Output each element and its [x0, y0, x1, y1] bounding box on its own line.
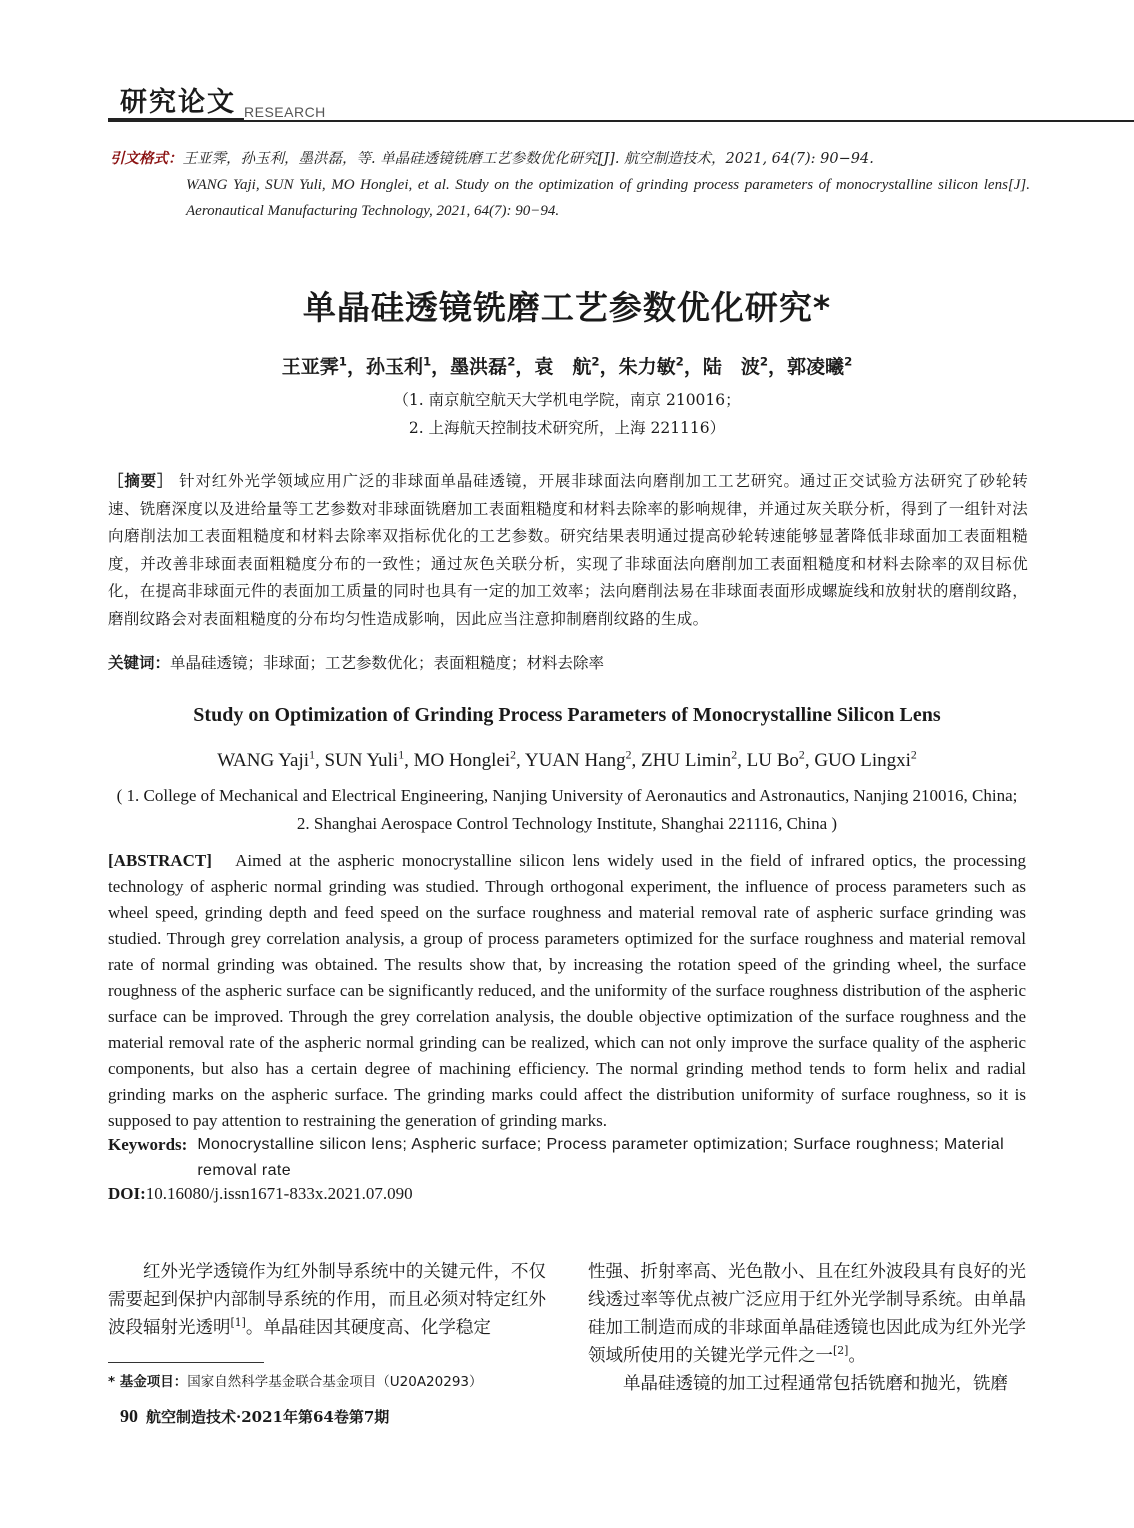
- keywords-en-text: Monocrystalline silicon lens; Aspheric surface; Process parameter optimization; Surface roughness; Material removal rate: [197, 1136, 1005, 1179]
- keywords-en-label: Keywords:: [108, 1135, 188, 1154]
- page-number: 90: [120, 1406, 138, 1426]
- affiliation-en-2: 2. Shanghai Aerospace Control Technology Institute, Shanghai 221116, China ): [296, 814, 838, 833]
- footnote-label: * 基金项目：: [108, 1374, 188, 1390]
- author-aff: 1: [338, 354, 347, 369]
- author-cn: 朱力敏: [618, 356, 676, 378]
- author-aff: 2: [625, 748, 632, 762]
- author-en: ZHU Limin: [641, 750, 732, 771]
- keywords-cn-text: 单晶硅透镜；非球面；工艺参数优化；表面粗糙度；材料去除率: [170, 654, 605, 672]
- abstract-en-label: [ABSTRACT]: [108, 851, 212, 870]
- doi-value: 10.16080/j.issn1671-833x.2021.07.090: [145, 1184, 413, 1203]
- keywords-en: [108, 1132, 1028, 1184]
- abstract-cn: [108, 468, 1028, 633]
- author-aff: 1: [398, 748, 405, 762]
- citation-block: [110, 146, 1030, 224]
- author-cn: 袁 航: [534, 356, 592, 378]
- header-rule-accent: [108, 118, 244, 122]
- footnote-text: 国家自然科学基金联合基金项目（U20A20293）: [187, 1374, 483, 1390]
- author-aff: 2: [759, 354, 769, 369]
- author-en: GUO Lingxi: [814, 750, 911, 771]
- section-title: 研究论文: [120, 87, 236, 118]
- author-cn: 墨洪磊: [450, 356, 508, 378]
- reference-link[interactable]: [2]: [833, 1344, 849, 1358]
- author-cn: 郭凌曦: [787, 356, 845, 378]
- body-text: 。: [848, 1346, 866, 1366]
- author-aff: 2: [675, 354, 684, 369]
- author-en: SUN Yuli: [324, 750, 399, 771]
- body-column-left: [108, 1258, 546, 1342]
- author-en: MO Honglei: [413, 750, 511, 771]
- author-cn: 陆 波: [702, 356, 760, 378]
- paper-title-en: Study on Optimization of Grinding Process Parameters of Monocrystalline Silicon Lens: [193, 704, 941, 726]
- page-footer: [120, 1406, 389, 1427]
- keywords-cn: [108, 650, 1028, 677]
- journal-name: 航空制造技术·2021年第64卷第7期: [146, 1408, 390, 1426]
- keywords-cn-label: 关键词：: [108, 654, 171, 672]
- body-text: 红外光学透镜作为红外制导系统中的关键元件，不仅需要起到保护内部制导系统的作用，而且必须对特定红外波段辐射光透明: [108, 1262, 546, 1338]
- affiliation-en-1: ( 1. College of Mechanical and Electrical Engineering, Nanjing University of Aeronautics and Astronautics, Nanjing 210016, China;: [116, 786, 1018, 805]
- doi-label: DOI:: [108, 1184, 146, 1203]
- body-paragraph: [588, 1258, 1026, 1370]
- author-en: WANG Yaji: [217, 750, 310, 771]
- affiliations-en: [0, 782, 1134, 838]
- author-aff: 1: [309, 748, 315, 762]
- paper-title-cn: 单晶硅透镜铣磨工艺参数优化研究*: [302, 288, 832, 327]
- body-paragraph: 单晶硅透镜的加工过程通常包括铣磨和抛光，铣磨: [623, 1374, 1008, 1394]
- authors-cn: 王亚霁$^1$，孙玉利$^1$，墨洪磊$^2$，袁 航$^2$，朱力敏$^2$，陆 波$^2$，郭凌曦$^2$: [281, 354, 853, 378]
- author-aff: 1: [422, 354, 432, 369]
- author-cn: 王亚霁: [281, 356, 339, 378]
- author-aff: 2: [910, 748, 917, 762]
- citation-cn: 王亚霁，孙玉利，墨洪磊，等. 单晶硅透镜铣磨工艺参数优化研究[J]. 航空制造技术，2021, 64(7): 90−94.: [182, 151, 874, 167]
- author-en: LU Bo: [746, 750, 799, 771]
- section-subtitle: RESEARCH: [244, 104, 326, 120]
- author-aff: 2: [591, 354, 600, 369]
- footnote-rule: [108, 1362, 264, 1363]
- author-aff: 2: [510, 748, 517, 762]
- author-en: YUAN Hang: [524, 750, 626, 771]
- affiliation-cn-1: （1. 南京航空航天大学机电学院，南京 210016；: [393, 391, 741, 409]
- author-aff: 2: [844, 354, 853, 369]
- doi: [108, 1184, 413, 1204]
- abstract-cn-text: 针对红外光学领域应用广泛的非球面单晶硅透镜，开展非球面法向磨削加工工艺研究。通过正交试验方法研究了砂轮转速、铣磨深度以及进给量等工艺参数对非球面铣磨加工表面粗糙度和材料去除率的影响规律，并通过灰关联分析，得到了一组针对法向磨削法加工表面粗糙度和材料去除率双指标优化的工艺参数。研究结果表明通过提高砂轮转速能够显著降低非球面加工表面粗糙度，并改善非球面表面粗糙度分布的一致性；通过灰色关联分析，实现了非球面法向磨削加工表面粗糙度和材料去除率的双目标优化，在提高非球面元件的表面加工质量的同时也具有一定的加工效率；法向磨削法易在非球面表面形成螺旋线和放射状的磨削纹路，磨削纹路会对表面粗糙度的分布均匀性造成影响，因此应当注意抑制磨削纹路的生成。: [108, 472, 1028, 628]
- body-text: 性强、折射率高、光色散小、且在红外波段具有良好的光线透过率等优点被广泛应用于红外光学制导系统。由单晶硅加工制造而成的非球面单晶硅透镜也因此成为红外光学领域所使用的关键光学元件之一: [588, 1262, 1026, 1366]
- citation-label: 引文格式：: [110, 150, 183, 167]
- author-aff: 2: [798, 748, 805, 762]
- body-column-right: [588, 1258, 1026, 1398]
- authors-en: WANG Yaji$^1$, SUN Yuli$^1$, MO Honglei$^2$, YUAN Hang$^2$, ZHU Limin$^2$, LU Bo$^2$, GUO Lingxi$^2$: [217, 748, 917, 771]
- author-aff: 2: [731, 748, 738, 762]
- body-text: 。单晶硅因其硬度高、化学稳定: [245, 1318, 491, 1338]
- body-paragraph: [108, 1258, 546, 1342]
- abstract-en-text: Aimed at the aspheric monocrystalline silicon lens widely used in the field of infrared optics, the processing technology of aspheric normal grinding was studied. Through orthogonal experiment, the influence of process parameters such as wheel speed, grinding depth and feed speed on the surface roughness and material removal rate of aspheric surface grinding was studied. Through grey correlation analysis, a group of process parameters optimized for the surface roughness and material removal rate of normal grinding was obtained. The results show that, by increasing the rotation speed of the grinding wheel, the surface roughness of the aspheric surface can be significantly reduced, and the uniformity of the surface roughness distribution of the aspheric surface can be improved. Through the grey correlation analysis, the double objective optimization of the surface roughness and the material removal rate of the aspheric normal grinding can be realized, which can not only improve the surface quality of the aspheric components, but also has a certain degree of machining efficiency. The normal grinding method tends to form helix and radial grinding marks on the aspheric surface. The grinding marks could affect the distribution uniformity of surface roughness, so it is supposed to pay attention to restraining the generation of grinding marks.: [108, 851, 1026, 1130]
- author-aff: 2: [507, 354, 516, 369]
- affiliations-cn: [0, 386, 1134, 442]
- affiliation-cn-2: 2. 上海航天控制技术研究所，上海 221116）: [408, 419, 726, 437]
- reference-link[interactable]: [1]: [230, 1316, 246, 1330]
- header-rule: [108, 120, 1134, 122]
- abstract-cn-label: ［摘要］: [108, 472, 174, 490]
- footnote: [108, 1370, 483, 1390]
- abstract-en: [108, 848, 1026, 1134]
- author-cn: 孙玉利: [365, 356, 423, 378]
- citation-en: WANG Yaji, SUN Yuli, MO Honglei, et al. Study on the optimization of grinding process parameters of monocrystalline silicon lens[J]. Aeronautical Manufacturing Technology, 2021, 64(7): 90−94.: [186, 177, 1030, 219]
